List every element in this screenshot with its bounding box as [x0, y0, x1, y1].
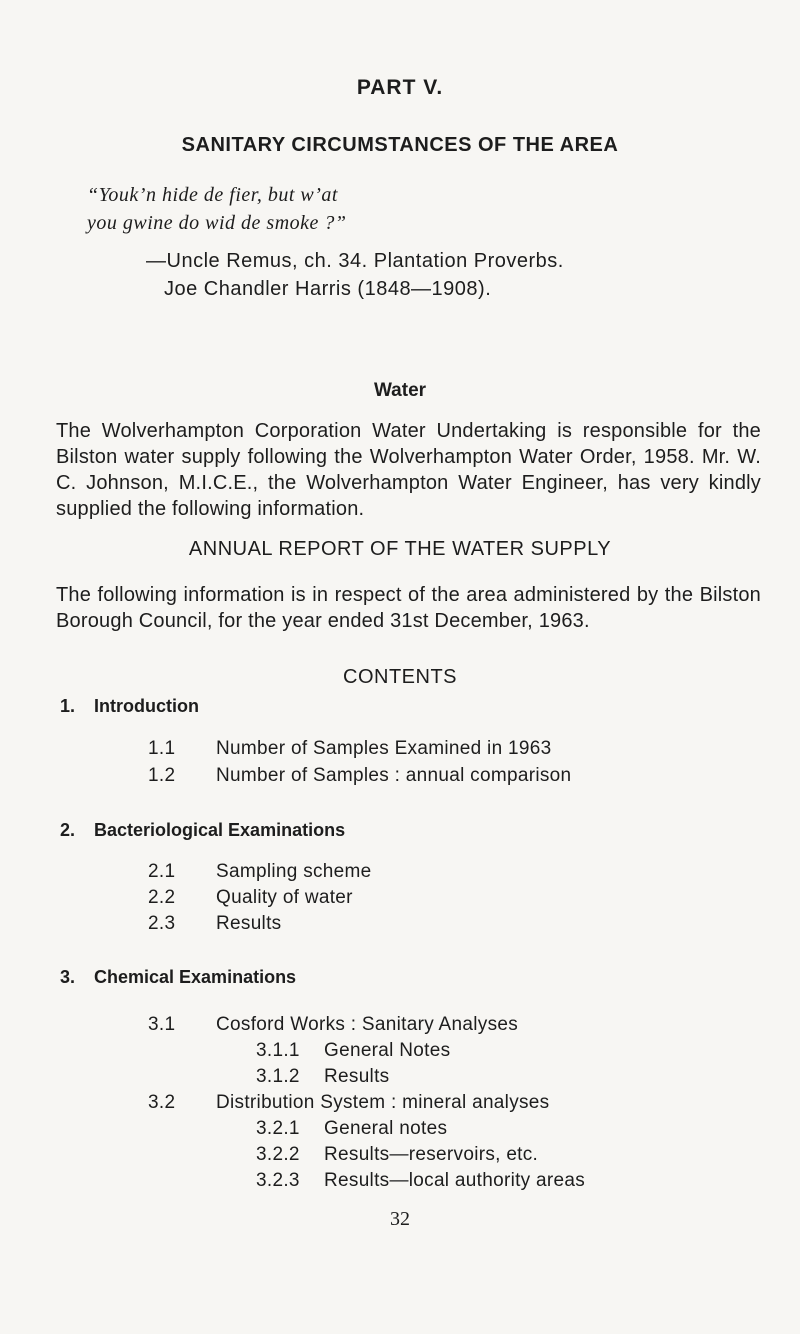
- contents-section-number: 1.: [60, 696, 76, 716]
- contents-item-label: Results—reservoirs, etc.: [324, 1144, 539, 1165]
- water-heading: Water: [373, 380, 427, 401]
- contents-item-label: Number of Samples Examined in 1963: [216, 738, 552, 759]
- epigraph-line-1: “Youk’n hide de fier, but w’at: [87, 184, 338, 206]
- contents-item-label: Results: [216, 913, 282, 934]
- contents-section-title: Chemical Examinations: [94, 967, 297, 987]
- intro-paragraph: [56, 418, 761, 522]
- contents-item-number: 3.2.2: [256, 1144, 300, 1165]
- contents-item-number: 3.1.1: [256, 1040, 300, 1061]
- contents-item-label: General Notes: [324, 1040, 451, 1061]
- contents-item-number: 3.1.2: [256, 1066, 300, 1087]
- contents-item-label: Results—local authority areas: [324, 1170, 586, 1191]
- contents-item-number: 1.2: [148, 765, 176, 786]
- contents-item-number: 2.1: [148, 861, 176, 882]
- contents-item-number: 2.3: [148, 913, 176, 934]
- contents-item-label: Quality of water: [216, 887, 353, 908]
- part-heading: PART V.: [356, 76, 444, 99]
- contents-section-title: Introduction: [94, 696, 199, 716]
- contents-item-label: General notes: [324, 1118, 448, 1139]
- contents-item-label: Sampling scheme: [216, 861, 372, 882]
- contents-heading: CONTENTS: [343, 666, 457, 688]
- contents-item-number: 2.2: [148, 887, 176, 908]
- epigraph-attribution-2: Joe Chandler Harris (1848—1908).: [164, 278, 492, 300]
- report-paragraph: [56, 582, 761, 634]
- page-number: 32: [390, 1208, 410, 1230]
- contents-item-label: Number of Samples : annual comparison: [216, 765, 572, 786]
- report-paragraph-text: The following information is in respect of the area administered by the Bilston Borough Council, for the year ended 31st December, 1963.: [56, 584, 761, 632]
- contents-item-label: Cosford Works : Sanitary Analyses: [216, 1014, 519, 1035]
- contents-section-number: 3.: [60, 967, 76, 987]
- contents-item-number: 3.2.1: [256, 1118, 300, 1139]
- section-title: SANITARY CIRCUMSTANCES OF THE AREA: [181, 134, 619, 156]
- contents-item-number: 3.2: [148, 1092, 176, 1113]
- contents-section-title: Bacteriological Examinations: [94, 820, 346, 840]
- annual-report-heading: ANNUAL REPORT OF THE WATER SUPPLY: [188, 538, 612, 560]
- contents-item-number: 1.1: [148, 738, 176, 759]
- contents-item-number: 3.2.3: [256, 1170, 300, 1191]
- contents-item-number: 3.1: [148, 1014, 176, 1035]
- epigraph-attribution-1: —Uncle Remus, ch. 34. Plantation Proverbs.: [146, 250, 564, 272]
- intro-paragraph-text: The Wolverhampton Corporation Water Undertaking is responsible for the Bilston water supply following the Wolverhampton Water Order, 1958. Mr. W. C. Johnson, M.I.C.E., the Wolverhampton Water Engineer, has very kindly supplied the following information.: [56, 420, 761, 520]
- contents-section-number: 2.: [60, 820, 76, 840]
- contents-item-label: Results: [324, 1066, 390, 1087]
- epigraph-line-2: you gwine do wid de smoke ?”: [87, 212, 347, 234]
- contents-item-label: Distribution System : mineral analyses: [216, 1092, 550, 1113]
